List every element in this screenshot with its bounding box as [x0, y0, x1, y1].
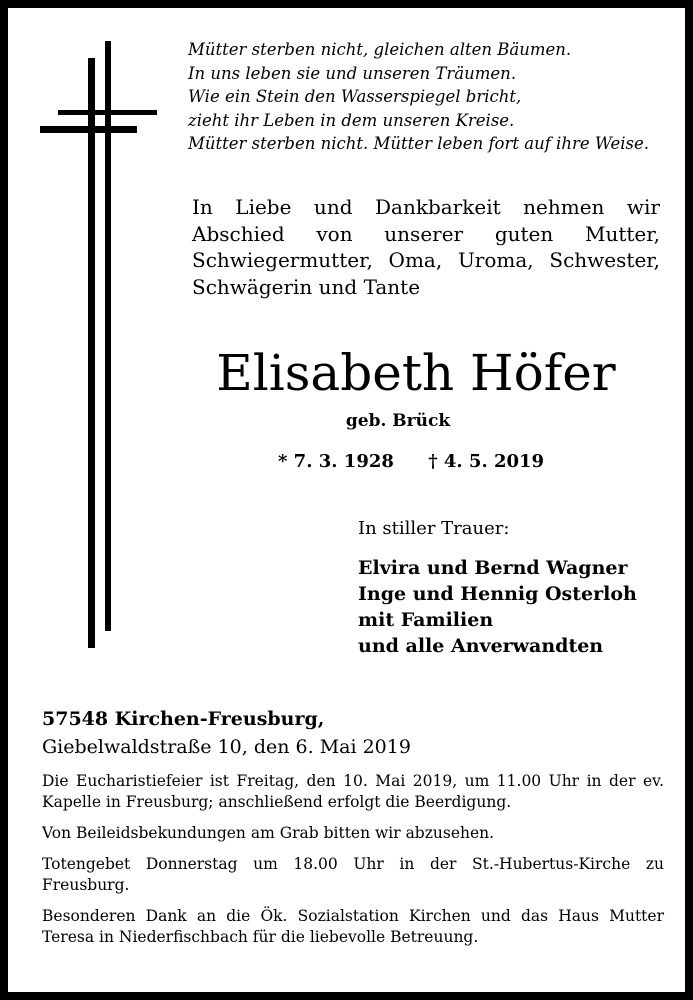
mourner-line: und alle Anverwandten: [358, 635, 604, 657]
cross-horizontal-bar-lower: [40, 126, 137, 133]
cross-horizontal-bar-upper: [58, 110, 157, 115]
deceased-name: Elisabeth Höfer: [216, 344, 616, 402]
poem-line: In uns leben sie und unseren Träumen.: [188, 63, 517, 83]
poem-line: Mütter sterben nicht. Mütter leben fort auf ihre Weise.: [188, 134, 649, 153]
maiden-name: geb. Brück: [345, 411, 451, 431]
mourner-line: mit Familien: [358, 609, 494, 631]
poem: [188, 38, 668, 156]
cross-vertical-bar-left: [88, 58, 95, 648]
poem-line: Wie ein Stein den Wasserspiegel bricht,: [188, 87, 522, 106]
death-date: † 4. 5. 2019: [428, 451, 545, 472]
address-date: Giebelwaldstraße 10, den 6. Mai 2019: [42, 736, 411, 758]
mourners-list: [358, 555, 678, 659]
life-dates: [278, 450, 545, 474]
intro-text: In Liebe und Dankbarkeit nehmen wir Abschied von unserer guten Mutter, Schwiegermutter, Oma, Uroma, Schwester, Schwägerin und Tante: [192, 195, 660, 299]
thanks-note: Besonderen Dank an die Ök. Sozialstation Kirchen und das Haus Mutter Teresa in Niederfischbach für die liebevolle Betreuung.: [42, 907, 664, 946]
mourners-label: In stiller Trauer:: [358, 518, 510, 539]
mourner-line: Elvira und Bernd Wagner: [358, 557, 628, 579]
prayer-info: Totengebet Donnerstag um 18.00 Uhr in der St.-Hubertus-Kirche zu Freusburg.: [42, 855, 664, 894]
poem-line: Mütter sterben nicht, gleichen alten Bäumen.: [188, 40, 572, 59]
mourner-line: Inge und Hennig Osterloh: [358, 583, 637, 605]
funeral-mass-info: Die Eucharistiefeier ist Freitag, den 10. Mai 2019, um 11.00 Uhr in der ev. Kapelle in Freusburg; anschließend erfolgt die Beerdigung.: [42, 772, 664, 811]
birth-date: * 7. 3. 1928: [278, 451, 394, 472]
place: 57548 Kirchen-Freusburg,: [42, 708, 325, 730]
condolence-note: Von Beileidsbekundungen am Grab bitten wir abzusehen.: [42, 824, 495, 842]
poem-line: zieht ihr Leben in dem unseren Kreise.: [188, 110, 515, 130]
